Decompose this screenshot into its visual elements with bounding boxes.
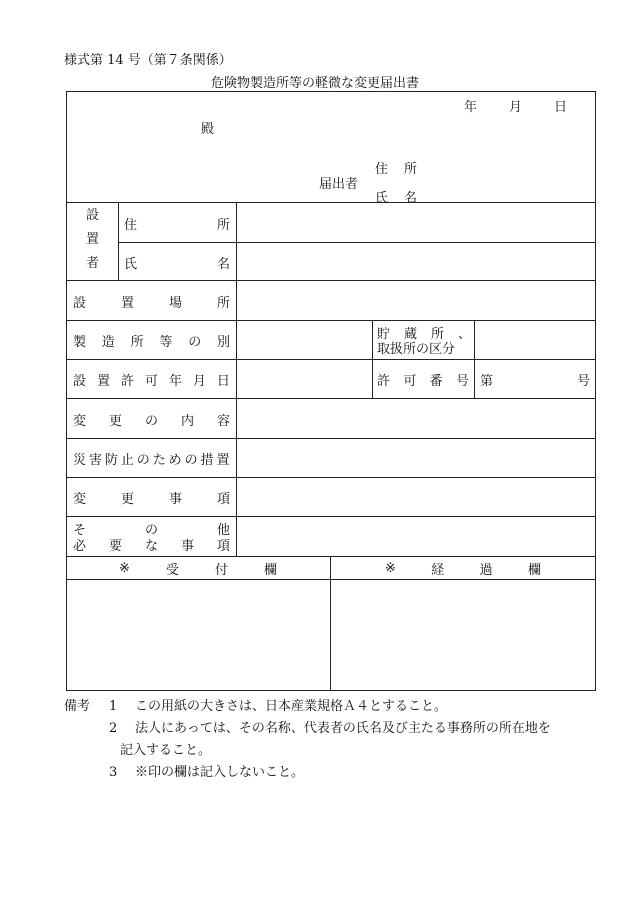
remarks-label: 備考: [64, 699, 91, 714]
installer-label: 設 置 者: [85, 208, 99, 271]
change-content-label: 変 更 の 内 容: [73, 414, 230, 429]
remark-1-text: この用紙の大きさは、日本産業規格Ａ４とすること。: [135, 699, 448, 714]
other-items-label-line1: そ の 他: [73, 523, 230, 538]
date-year-label: 年: [464, 100, 478, 115]
notification-form-table: [66, 91, 596, 691]
disaster-prevention-label: 災害防止のための措置: [73, 453, 230, 468]
remark-3-num: 3: [109, 765, 118, 780]
installer-address-label: 住 所: [124, 218, 230, 233]
installation-place-label: 設 置 場 所: [73, 296, 230, 311]
notifier-label: 届出者: [319, 177, 359, 192]
remark-2-text: 法人にあっては、その名称、代表者の氏名及び主たる事務所の所在地を: [135, 721, 551, 736]
notifier-name-label: 氏 名: [375, 191, 417, 206]
reception-column-header: ※ 受 付 欄: [119, 561, 277, 578]
form-title: 危険物製造所等の軽微な変更届出書: [210, 76, 419, 91]
permit-date-label: 設 置 許 可 年 月 日: [73, 374, 230, 389]
notifier-address-label: 住 所: [375, 162, 417, 177]
storage-handling-label-line2: 取扱所の区分: [377, 342, 456, 357]
change-items-label: 変 更 事 項: [73, 492, 230, 507]
permit-number-suffix: 号: [577, 374, 591, 389]
progress-area[interactable]: [332, 581, 594, 689]
date-month-label: 月: [509, 100, 523, 115]
remark-2-num: 2: [109, 721, 118, 736]
installer-name-label: 氏 名: [124, 257, 230, 272]
remark-3-text: ※印の欄は記入しないこと。: [135, 765, 305, 780]
facility-type-label: 製 造 所 等 の 別: [73, 335, 230, 350]
date-day-label: 日: [554, 100, 568, 115]
permit-number-prefix: 第: [480, 374, 494, 389]
reception-area[interactable]: [68, 581, 329, 689]
progress-column-header: ※ 経 過 欄: [385, 561, 541, 578]
remark-2-continuation: 記入すること。: [120, 743, 212, 758]
form-code: 様式第 14 号（第７条関係）: [64, 53, 232, 68]
permit-number-label: 許 可 番 号: [377, 374, 469, 389]
other-items-label-line2: 必 要 な 事 項: [73, 539, 230, 554]
storage-handling-label-line1: 貯 蔵 所 、: [377, 327, 471, 342]
remarks: [64, 696, 604, 784]
remark-1-num: 1: [109, 699, 118, 714]
addressee-suffix: 殿: [201, 122, 215, 137]
